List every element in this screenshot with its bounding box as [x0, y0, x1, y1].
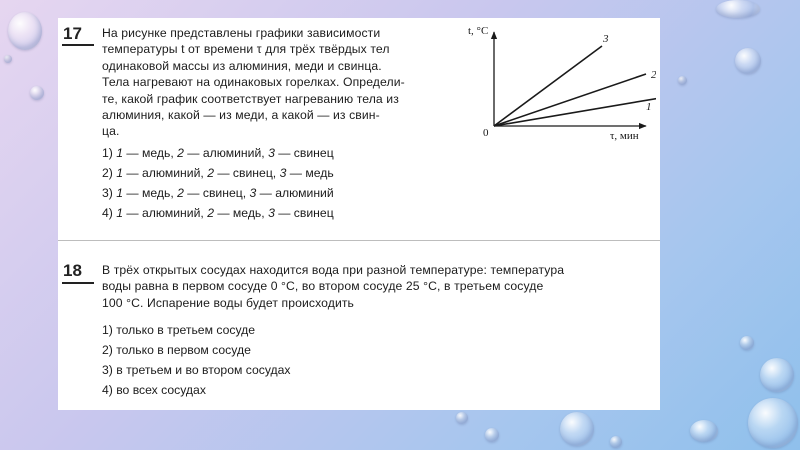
section-divider: [58, 240, 660, 241]
water-droplet-decoration: [735, 48, 761, 74]
question-17-line: На рисунке представлены графики зависимости: [102, 26, 381, 40]
question-17-line: ца.: [102, 124, 120, 139]
water-droplet-decoration: [716, 0, 760, 18]
water-droplet-decoration: [610, 436, 622, 448]
water-droplet-decoration: [560, 412, 594, 446]
water-droplet-decoration: [678, 76, 687, 85]
textbook-page: [58, 18, 660, 410]
temperature-time-graph: [450, 20, 656, 148]
graph-line-1: [494, 98, 656, 126]
water-droplet-decoration: [456, 412, 468, 424]
question-18-option-2: 2) только в первом сосуде: [102, 343, 251, 357]
question-17-line: Тела нагревают на одинаковых горелках. Определи-: [102, 75, 405, 90]
question-17-rule: [62, 44, 94, 46]
graph-line-1-label: 1: [646, 101, 652, 113]
question-17-line: алюминия, какой — из меди, а какой — из свин-: [102, 108, 380, 123]
origin-label: 0: [483, 127, 489, 139]
graph-line-3: [494, 46, 602, 126]
question-18-option-1: 1) только в третьем сосуде: [102, 323, 256, 337]
question-17-line: температуры t от времени τ для трёх твёрдых тел: [102, 42, 390, 57]
question-17-number: 17: [63, 24, 82, 43]
question-18-line: В трёх открытых сосудах находится вода при разной температуре: температура: [102, 263, 565, 277]
question-18-option-3: 3) в третьем и во втором сосудах: [102, 363, 291, 377]
question-18-option-4: 4) во всех сосудах: [102, 383, 206, 397]
question-17-option-2: 2) 1 — алюминий, 2 — свинец, 3 — медь: [102, 166, 334, 180]
question-18-line: 100 °С. Испарение воды будет происходить: [102, 295, 354, 310]
water-droplet-decoration: [4, 55, 12, 63]
graph-line-3-label: 3: [603, 33, 609, 45]
question-17-line: те, какой график соответствует нагреванию тела из: [102, 91, 399, 106]
water-droplet-decoration: [748, 398, 798, 448]
question-18-line: воды равна в первом сосуде 0 °С, во втором сосуде 25 °С, в третьем сосуде: [102, 279, 544, 294]
water-droplet-decoration: [485, 428, 499, 442]
question-18-rule: [62, 282, 94, 284]
water-droplet-decoration: [8, 12, 42, 50]
question-17-option-1: 1) 1 — медь, 2 — алюминий, 3 — свинец: [102, 146, 334, 160]
question-18-number: 18: [63, 261, 82, 280]
water-droplet-decoration: [30, 86, 44, 100]
question-17-text: [102, 25, 446, 140]
question-17-line: одинаковой массы из алюминия, меди и свинца.: [102, 58, 382, 73]
water-droplet-decoration: [690, 420, 718, 442]
question-17-option-4: 4) 1 — алюминий, 2 — медь, 3 — свинец: [102, 206, 334, 220]
question-17-option-3: 3) 1 — медь, 2 — свинец, 3 — алюминий: [102, 186, 334, 200]
water-droplet-decoration: [760, 358, 794, 392]
graph-line-2-label: 2: [651, 69, 656, 81]
water-droplet-decoration: [740, 336, 754, 350]
question-18-text: [102, 262, 654, 311]
x-axis-label: τ, мин: [610, 130, 639, 142]
graph-line-2: [494, 74, 646, 126]
y-axis-label: t, °C: [468, 25, 489, 37]
